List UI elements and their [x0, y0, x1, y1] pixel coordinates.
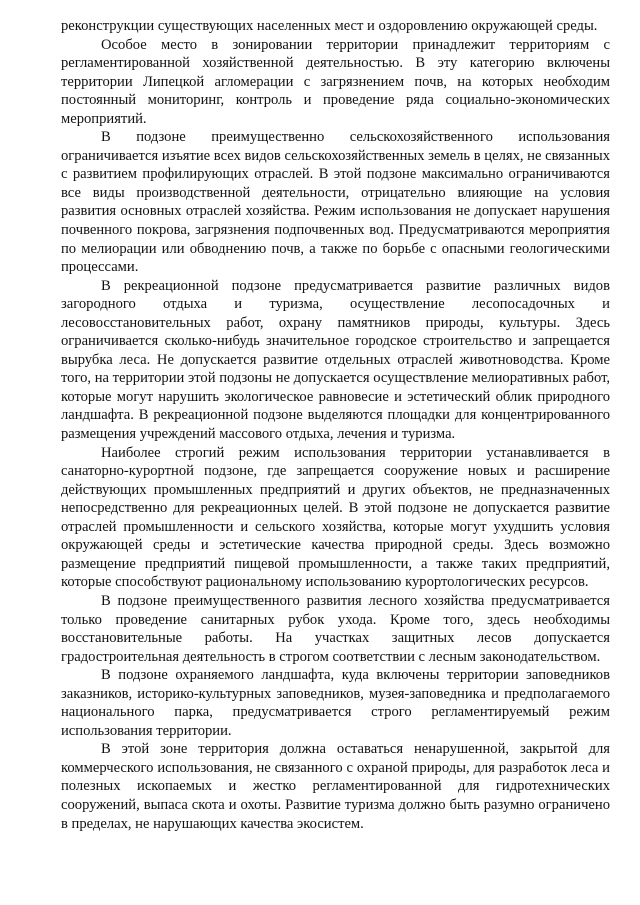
- paragraph-regulated-activity: Особое место в зонировании территории принадлежит территориям с регламентированной хозяйственной деятельностью. В эту категорию включены территории Липецкой агломерации с загрязнением почв, на которых необходим постоянный мониторинг, контроль и проведение ряда социально-экономических мероприятий.: [61, 36, 610, 127]
- paragraph-agricultural-subzone: В подзоне преимущественно сельскохозяйственного использования ограничивается изъятие всех видов сельскохозяйственных земель в целях, не связанных с развитием профилирующих отраслей. В этой подзоне максимально ограничиваются все виды производственной деятельности, отрицательно влияющие на условия развития основных отраслей хозяйства. Режим использования не допускает нарушения почвенного покрова, загрязнения подпочвенных вод. Предусматриваются мероприятия по мелиорации или обводнению почв, а также по борьбе с опасными геологическими процессами.: [61, 129, 610, 276]
- paragraph-zone-restrictions: В этой зоне территория должна оставаться ненарушенной, закрытой для коммерческого использования, не связанного с охраной природы, для разработок леса и полезных ископаемых и жестко регламентированной для гидротехнических сооружений, выпаса скота и охоты. Развитие туризма должно быть разумно ограничено в пределах, не нарушающих качества экосистем.: [61, 741, 610, 832]
- paragraph-forestry-subzone: В подзоне преимущественного развития лесного хозяйства предусматривается только проведение санитарных рубок ухода. Кроме того, здесь необходимы восстановительные работы. На участках защитных лесов допускается градостроительная деятельность в строгом соответствии с лесным законодательством.: [61, 592, 610, 665]
- paragraph-protected-landscape: В подзоне охраняемого ландшафта, куда включены территории заповедников заказников, историко-культурных заповедников, музея-заповедника и предполагаемого национального парка, предусматривается строго регламентируемый режим использования территории.: [61, 667, 610, 739]
- paragraph-resort-subzone: Наиболее строгий режим использования территории устанавливается в санаторно-курортной подзоне, где запрещается сооружение новых и расширение действующих промышленных предприятий и других объектов, не предназначенных непосредственно для рекреационных целей. В этой подзоне не допускается развитие отраслей промышленности и сельского хозяйства, которые могут ухудшить условия окружающей среды и эстетические качества природной среды. Здесь возможно размещение предприятий пищевой промышленности, а также таких предприятий, которые способствуют рациональному использованию курортологических ресурсов.: [61, 444, 610, 591]
- paragraph-recreational-subzone: В рекреационной подзоне предусматривается развитие различных видов загородного отдыха и туризма, осуществление лесопосадочных и лесовосстановительных работ, охрану памятников природы, культуры. Здесь ограничивается сколько-нибудь значительное городское строительство и запрещается вырубка леса. Не допускается развитие отдельных отраслей животноводства. Кроме того, на территории этой подзоны не допускается осуществление мелиоративных работ, которые могут нарушить экологическое равновесие и эстетический облик природного ландшафта. В рекреационной подзоне выделяются площадки для концентрированного размещения учреждений массового отдыха, лечения и туризма.: [61, 277, 610, 443]
- paragraph-continuation: реконструкции существующих населенных мест и оздоровлению окружающей среды.: [61, 18, 598, 34]
- text-body: [61, 17, 610, 833]
